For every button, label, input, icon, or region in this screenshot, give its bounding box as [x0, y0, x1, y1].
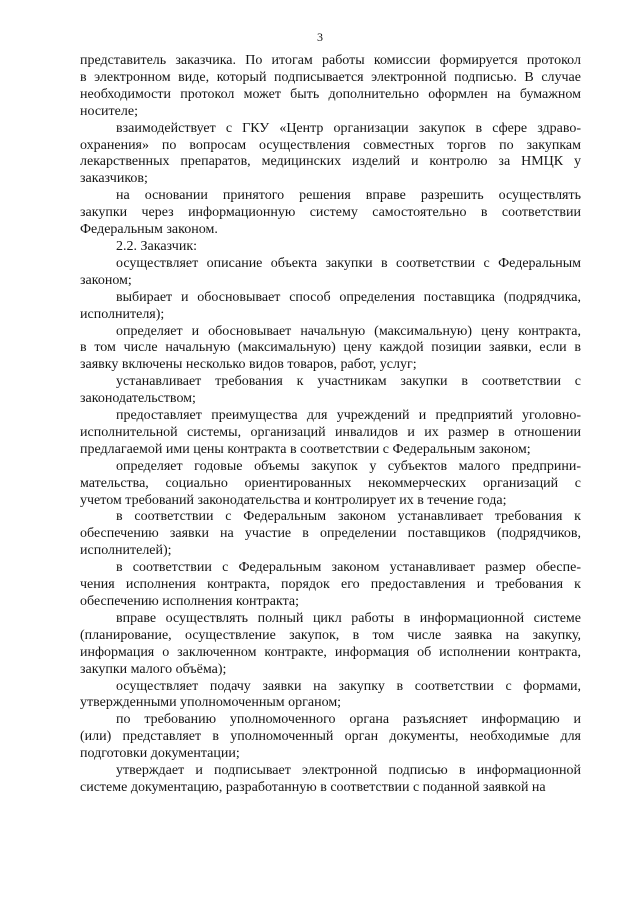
text-line: необходимости протокол может быть дополнительно оформлен на бумажном: [80, 86, 581, 102]
paragraph: [80, 121, 581, 189]
text-line: Федеральным законом.: [80, 222, 218, 238]
text-line: законом;: [80, 272, 132, 288]
paragraph: [80, 459, 581, 510]
paragraph: [80, 256, 581, 290]
text-line: в соответствии с Федеральным законом устанавливает требования к: [116, 509, 581, 525]
text-line: осуществляет подачу заявки на закупку в соответствии с формами,: [116, 678, 581, 694]
text-line: определяет годовые объемы закупок у субъектов малого предприни-: [116, 458, 581, 474]
paragraph: [80, 408, 581, 459]
text-line: исполнительной системы, организаций инвалидов и их размер в отношении: [80, 424, 581, 440]
paragraph: [80, 679, 581, 713]
text-line: выбирает и обосновывает способ определения поставщика (подрядчика,: [116, 289, 581, 305]
paragraph: [80, 763, 581, 797]
page-number: 3: [317, 30, 323, 44]
text-line: лекарственных препаратов, медицинских изделий и контролю за НМЦК у: [80, 154, 581, 170]
text-line: представитель заказчика. По итогам работы комиссии формируется протокол: [80, 53, 581, 68]
text-line: утверждает и подписывает электронной подписью в информационной: [116, 763, 581, 779]
text-line: взаимодействует с ГКУ «Центр организации закупок в сфере здраво-: [116, 120, 581, 136]
text-line: обеспечению исполнения контракта;: [80, 594, 299, 609]
text-line: заявку включены несколько видов товаров, работ, услуг;: [80, 357, 417, 373]
text-line: мательства, социально ориентированных некоммерческих организаций с: [80, 475, 581, 491]
paragraph: [80, 712, 581, 763]
text-line: охранения» по вопросам осуществления совместных торгов по закупкам: [80, 137, 581, 153]
text-line: предоставляет преимущества для учреждений и предприятий уголовно-: [116, 408, 581, 424]
text-line: по требованию уполномоченного органа разъясняет информацию и: [116, 712, 581, 728]
paragraph: [80, 509, 581, 560]
text-line: устанавливает требования к участникам закупки в соответствии с: [116, 374, 581, 390]
body-text: [80, 53, 581, 797]
text-line: (планирование, осуществление закупок, в том числе заявка на закупку,: [80, 627, 581, 643]
paragraph: [80, 290, 581, 324]
text-line: 2.2. Заказчик:: [116, 238, 198, 254]
text-line: учетом требований законодательства и контролирует их в течение года;: [80, 492, 507, 508]
paragraph: [80, 560, 581, 611]
text-line: утвержденными уполномоченным органом;: [80, 695, 342, 711]
text-line: в соответствии с Федеральным законом устанавливает размер обеспе-: [116, 560, 581, 576]
paragraph: [80, 53, 581, 121]
text-line: (или) представляет в уполномоченный орган документы, необходимые для: [80, 729, 581, 745]
paragraph: [80, 611, 581, 679]
text-line: носителе;: [80, 103, 138, 119]
text-line: вправе осуществлять полный цикл работы в информационной системе: [116, 610, 581, 626]
text-line: информация о заключенном контракте, информация об исполнении контракта,: [80, 644, 581, 660]
text-line: законодательством;: [80, 391, 196, 407]
text-line: заказчиков;: [80, 171, 148, 187]
text-line: определяет и обосновывает начальную (максимальную) цену контракта,: [116, 323, 581, 339]
paragraph: [80, 324, 581, 375]
text-line: исполнителей);: [80, 543, 172, 559]
text-line: системе документацию, разработанную в соответствии с поданной заявкой на: [80, 779, 546, 795]
text-line: на основании принятого решения вправе разрешить осуществлять: [116, 188, 581, 204]
text-line: обеспечению заявки на участие в определении поставщиков (подрядчиков,: [80, 526, 581, 542]
paragraph: [80, 374, 581, 408]
paragraph: [80, 188, 581, 239]
text-line: исполнителя);: [80, 306, 165, 322]
text-line: в том числе начальную (максимальную) цену каждой позиции заявки, если в: [80, 340, 581, 356]
text-line: подготовки документации;: [80, 746, 240, 762]
text-line: чения исполнения контракта, порядок его предоставления и требования к: [80, 577, 581, 593]
text-line: закупки через информационную систему самостоятельно в соответствии: [80, 205, 581, 221]
text-line: закупки малого объёма);: [80, 661, 227, 677]
text-line: в электронном виде, который подписывается электронной подписью. В случае: [80, 69, 581, 85]
text-line: осуществляет описание объекта закупки в соответствии с Федеральным: [116, 255, 581, 271]
text-line: предлагаемой ими цены контракта в соответствии с Федеральным законом;: [80, 441, 531, 457]
paragraph: [80, 239, 581, 256]
